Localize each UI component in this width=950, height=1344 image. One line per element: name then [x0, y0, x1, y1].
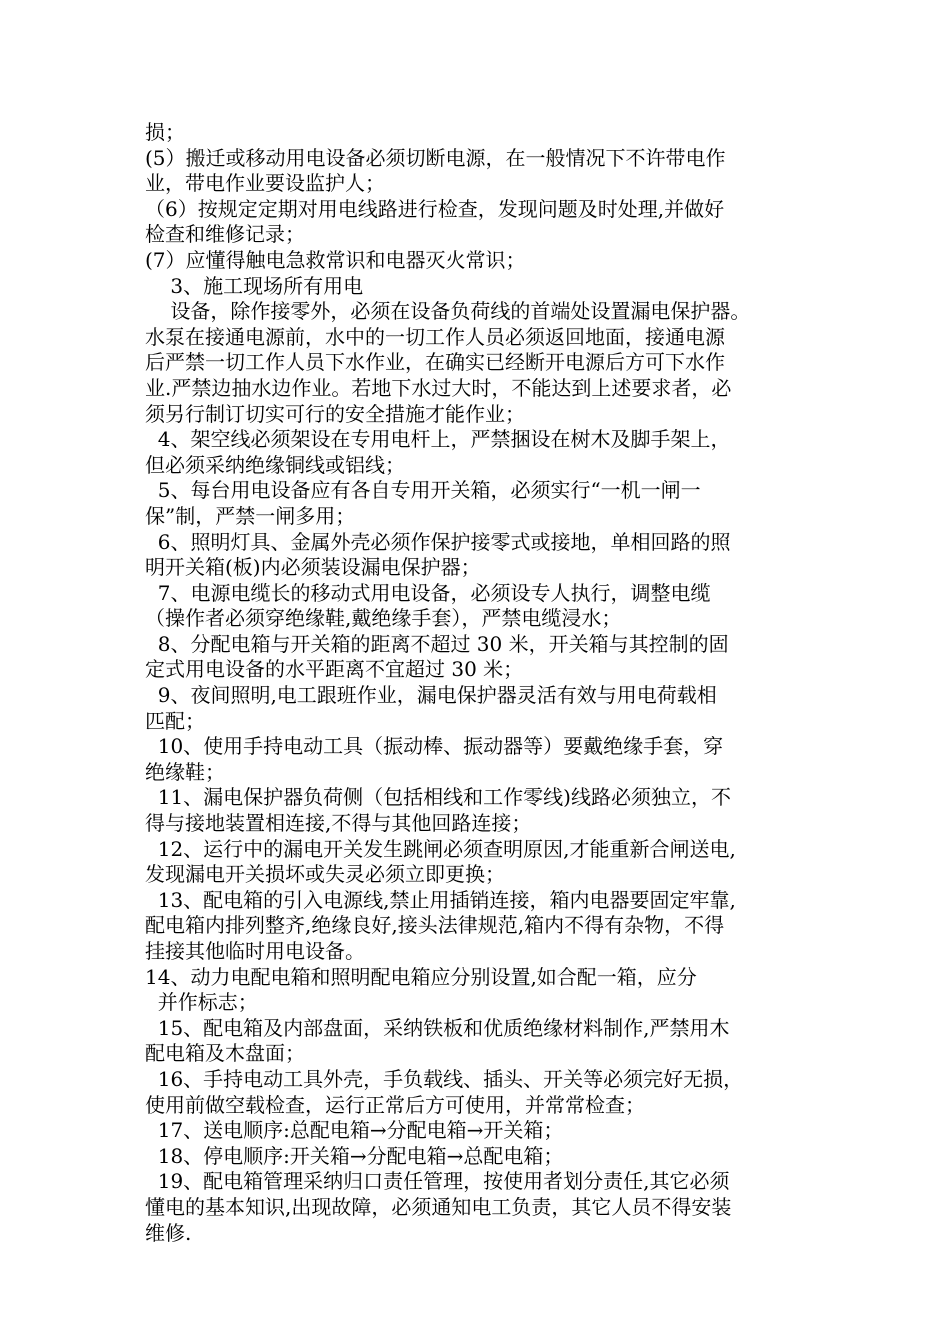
text-line: 4、架空线必须架设在专用电杆上，严禁捆设在树木及脚手架上，: [145, 427, 731, 452]
text-line: （6）按规定定期对用电线路进行检查，发现问题及时处理,并做好: [145, 196, 725, 221]
text-line: 须另行制订切实可行的安全措施才能作业；: [145, 401, 525, 426]
text-line: 挂接其他临时用电设备。: [145, 939, 365, 963]
text-line: 使用前做空载检查，运行正常后方可使用，并常常检查；: [145, 1092, 645, 1117]
text-line: 业.严禁边抽水边作业。若地下水过大时，不能达到上述要求者，必: [145, 375, 732, 400]
document-body: [145, 120, 825, 1246]
text-line: 业，带电作业要设监护人；: [145, 171, 385, 196]
text-line: 水泵在接通电源前，水中的一切工作人员必须返回地面，接通电源: [145, 324, 725, 349]
text-line: 配电箱及木盘面；: [145, 1041, 305, 1066]
text-line: 并作标志；: [145, 990, 258, 1015]
text-line: 但必须采纳绝缘铜线或铝线；: [145, 452, 405, 477]
text-line: 12、运行中的漏电开关发生跳闸必须查明原因,才能重新合闸送电,: [145, 836, 736, 861]
text-line: 5、每台用电设备应有各自专用开关箱，必须实行“一机一闸一: [145, 478, 701, 503]
text-line: (5）搬迁或移动用电设备必须切断电源，在一般情况下不许带电作: [145, 145, 726, 170]
text-line: (7）应懂得触电急救常识和电器灭火常识；: [145, 247, 526, 272]
text-line: 得与接地装置相连接,不得与其他回路连接；: [145, 811, 532, 836]
text-line: 14、动力电配电箱和照明配电箱应分别设置,如合配一箱，应分: [145, 964, 697, 989]
text-line: 懂电的基本知识,出现故障，必须通知电工负责，其它人员不得安装: [145, 1194, 732, 1219]
text-line: 11、漏电保护器负荷侧（包括相线和工作零线)线路必须独立，不: [145, 785, 731, 810]
text-line: 17、送电顺序:总配电箱→分配电箱→开关箱；: [145, 1118, 564, 1143]
text-line: 发现漏电开关损坏或失灵必须立即更换；: [145, 862, 505, 887]
text-line: 定式用电设备的水平距离不宜超过 30 米；: [145, 657, 524, 682]
text-line: 9、夜间照明,电工跟班作业，漏电保护器灵活有效与用电荷载相: [145, 683, 717, 708]
text-line: 18、停电顺序:开关箱→分配电箱→总配电箱；: [145, 1143, 564, 1168]
section-heading: 3、施工现场所有用电: [145, 273, 364, 298]
text-line: 维修.: [145, 1220, 192, 1245]
text-line: 10、使用手持电动工具（振动棒、振动器等）要戴绝缘手套，穿: [145, 734, 724, 759]
text-line: （操作者必须穿绝缘鞋,戴绝缘手套），严禁电缆浸水；: [145, 606, 622, 631]
text-line: 19、配电箱管理采纳归口责任管理，按使用者划分责任,其它必须: [145, 1169, 730, 1194]
text-line: 绝缘鞋；: [145, 759, 225, 784]
text-line: 8、分配电箱与开关箱的距离不超过 30 米，开关箱与其控制的固: [145, 631, 729, 656]
text-line: 匹配；: [145, 708, 205, 733]
text-line: 设备，除作接零外，必须在设备负荷线的首端处设置漏电保护器。: [145, 299, 751, 324]
text-line: 损；: [145, 120, 185, 144]
text-line: 明开关箱(板)内必须装设漏电保护器；: [145, 555, 481, 580]
text-line: 7、电源电缆长的移动式用电设备，必须设专人执行，调整电缆: [145, 580, 711, 605]
text-line: 16、手持电动工具外壳，手负载线、插头、开关等必须完好无损，: [145, 1066, 744, 1091]
text-line: 13、配电箱的引入电源线,禁止用插销连接，箱内电器要固定牢靠,: [145, 887, 736, 912]
text-line: 配电箱内排列整齐,绝缘良好,接头法律规范,箱内不得有杂物，不得: [145, 913, 725, 938]
text-line: 6、照明灯具、金属外壳必须作保护接零式或接地，单相回路的照: [145, 529, 731, 554]
text-line: 检查和维修记录；: [145, 222, 305, 247]
text-line: 保”制，严禁一闸多用；: [145, 503, 356, 528]
text-line: 15、配电箱及内部盘面，采纳铁板和优质绝缘材料制作,严禁用木: [145, 1015, 730, 1040]
text-line: 后严禁一切工作人员下水作业，在确实已经断开电源后方可下水作: [145, 350, 725, 375]
